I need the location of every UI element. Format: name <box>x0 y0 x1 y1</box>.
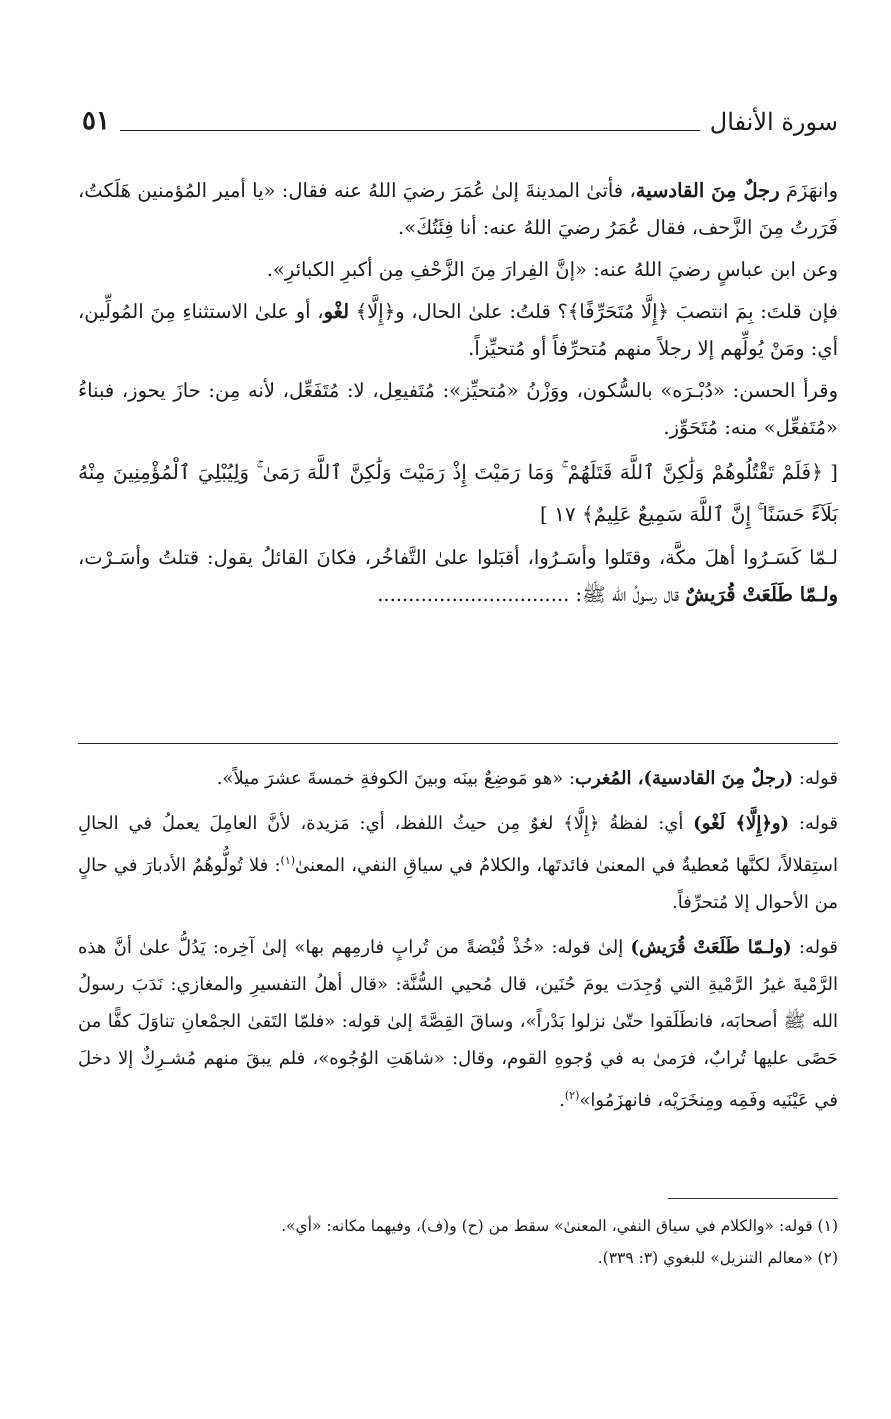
page-header <box>78 108 838 148</box>
text-run: فإن قلتَ: بِمَ انتصبَ ﴿إِلَّا مُتَحَرِّفًا﴾؟ قلتُ: علىٰ الحال، و﴿إِلَّا﴾ <box>349 300 838 323</box>
commentary-divider <box>78 743 838 744</box>
footnote-1: (١) قوله: «والكلام في سياق النفي، المعنىٰ» سقط من (ح) و(ف)، وفيهما مكانه: «أي». <box>281 1217 838 1235</box>
commentary-2 <box>78 805 838 921</box>
paragraph-5 <box>78 539 838 613</box>
text-run: أي: لفظةُ ﴿إِلَّا﴾ لغوٌ مِن حيثُ اللفظ، أي: مَزيدة، لأنَّ العامِلَ يعملُ في الحالِ استِقلالاً، لكنَّها مُعطيةٌ في المعنىٰ فائدتَها، والكلامُ في سياقِ النفي، المعنىٰ <box>78 813 838 876</box>
paragraph-1 <box>78 172 838 246</box>
text-run: : فلا تُولُّوهُمُ الأدبارَ في حالٍ من الأحوال إلا مُتحرِّفاً. <box>78 855 838 913</box>
page-number: ٥١ <box>82 106 110 136</box>
paragraph-4: وقرأ الحسن: «دُبْـرَه» بالسُّكون، ووَزْنُ «مُتحيِّز»: مُتَفيعِل، لا: مُتَفَعِّل، لأنه مِن: حازَ يحوز، فبناءُ «مُتَفعِّل» منه: مُتَحَوِّز. <box>78 379 838 439</box>
text-run: : «هو مَوضِعٌ بينَه وبينَ الكوفةِ خمسةَ عشرَ ميلاً». <box>216 768 576 789</box>
footnote-ref: (١) <box>280 854 296 867</box>
text-run: قوله: <box>791 937 839 958</box>
paragraph-2: وعن ابن عباسٍ رضيَ اللهُ عنه: «إنَّ الفِرارَ مِنَ الزَّحْفِ مِن أكبرِ الكبائرِ». <box>266 258 838 281</box>
quran-verse: [ ﴿فَلَمْ تَقْتُلُوهُمْ وَلَٰكِنَّ ٱللَّهَ قَتَلَهُمْ ۚ وَمَا رَمَيْتَ إِذْ رَمَيْتَ وَلَٰكِنَّ ٱللَّهَ رَمَىٰ ۚ وَلِيُبْلِيَ ٱلْمُؤْمِنِينَ مِنْهُ بَلَآءً حَسَنًا ۚ إِنَّ ٱللَّهَ سَمِيعٌ عَلِيمٌ﴾ ١٧ ] <box>78 460 838 526</box>
paragraph-3 <box>78 293 838 367</box>
bold-term: ولـمّا طَلَعَتْ قُرَيشٌ <box>685 583 838 606</box>
text-run: إلىٰ قوله: «خُذْ قُبْضةً من تُرابٍ فارمِهم بها» إلىٰ آخِره: يَدُلُّ علىٰ أنَّ هذه الرَّمْيةَ غيرُ الرَّمْيةِ التي وُجِدَت يومَ حُنَين، قال مُحيي السُّنَّة: «قال أهلُ التفسيرِ والمغازي: نَدَبَ رسولُ الله ﷺ أصحابَه، فانطَلَقوا حتّىٰ نزلوا بَدْراً»، وساقَ القِصَّةَ إلىٰ قوله: «فلمّا التَقىٰ الجمْعانِ تناوَلَ كفًّا من حَصًى عليها تُرابٌ، فرَمىٰ به في وُجوهِ القوم، وقال: «شاهَتِ الوُجُوه»، فلم يبقَ منهم مُشـرِكٌ إلا دخلَ في عَيْنَيه وفَمِه ومِنخَرَيْه، فانهزَمُوا» <box>78 937 838 1111</box>
bold-term: (و﴿إِلَّا﴾ لَغْو) <box>693 813 790 834</box>
commentary-1 <box>78 760 838 797</box>
text-run: ، أو علىٰ الاستثناءِ مِنَ المُولِّين، أي: ومَنْ يُولِّهم إلا رجلاً منهم مُتحرِّفاً أو مُتحيِّزاً. <box>78 300 838 360</box>
commentary-3 <box>78 929 838 1119</box>
book-page <box>78 100 838 1320</box>
footnote-rule <box>668 1198 838 1199</box>
footnotes <box>78 1210 838 1274</box>
footnote-2: (٢) «معالم التنزيل» للبغوي (٣: ٣٣٩). <box>597 1249 838 1267</box>
surah-title: سورة الأنفال <box>709 108 838 136</box>
main-text <box>78 172 838 618</box>
text-run: ، فأتىٰ المدينةَ إلىٰ عُمَرَ رضيَ اللهُ عنه فقال: «يا أمير المُؤمنين هَلَكتُ، فَرَرتُ مِنَ الزَّحف، فقال عُمَرُ رضيَ اللهُ عنه: أنا فِئَتُكَ». <box>78 179 838 239</box>
bold-term: رجلٌ مِنَ القادسية <box>635 179 780 202</box>
text-run: . <box>559 1090 565 1111</box>
text-run: لـمّا كَسَـرُوا أهلَ مكَّة، وقتَلوا وأسَـرُوا، أقبَلوا علىٰ التَّفاخُر، فكانَ القائلُ يقول: قتلتُ وأسَـرْت، <box>78 546 838 569</box>
text-run: قوله: <box>789 813 838 834</box>
header-rule <box>120 130 700 131</box>
footnote-ref: (٢) <box>564 1089 580 1102</box>
commentary-section <box>78 760 838 1127</box>
bold-term: لغْو <box>323 300 350 323</box>
text-run: وانهَزَمَ <box>779 179 839 202</box>
bold-term: (ولـمّا طَلَعَتْ قُرَيش) <box>630 937 792 958</box>
bold-term: (رجلٌ مِنَ القادسية)، المُغرب <box>575 768 794 789</box>
text-run: قال رسولُ الله ﷺ: ............................... <box>377 583 686 606</box>
text-run: قوله: <box>793 768 838 789</box>
